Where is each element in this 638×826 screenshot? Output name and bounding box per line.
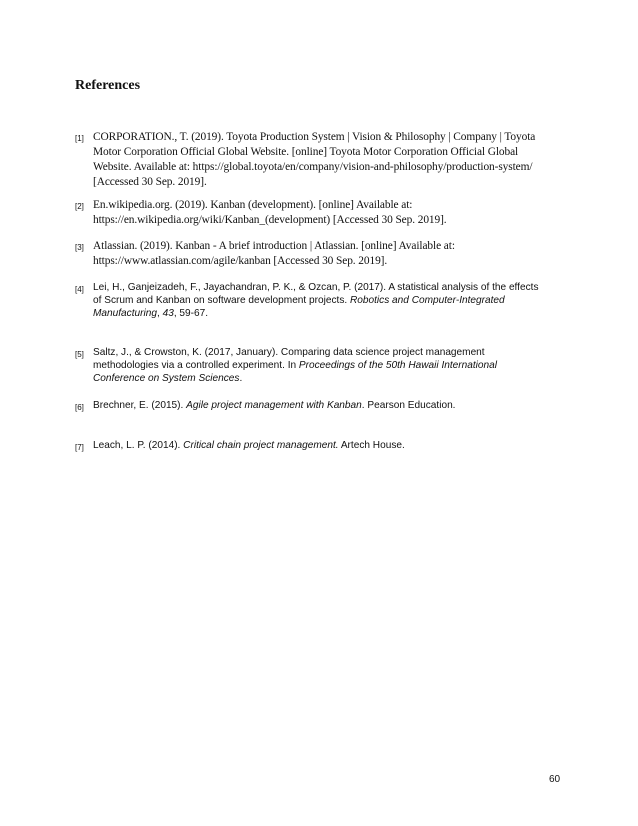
- reference-line: En.wikipedia.org. (2019). Kanban (development). [online] Available at:: [93, 199, 413, 211]
- journal-title: Manufacturing: [93, 308, 157, 319]
- reference-number: [6]: [75, 403, 84, 412]
- reference-line: Website. Available at: https://global.toyota/en/company/vision-and-philosophy/production-system/: [93, 161, 533, 173]
- book-title: Agile project management with Kanban: [186, 400, 362, 411]
- reference-number: [3]: [75, 243, 84, 252]
- proceedings-title: Proceedings of the 50th Hawaii International: [298, 360, 497, 371]
- reference-line: Saltz, J., & Crowston, K. (2017, January). Comparing data science project management: [93, 347, 485, 358]
- reference-text: [93, 281, 571, 320]
- journal-volume: 43: [162, 308, 174, 319]
- reference-number: [4]: [75, 285, 84, 294]
- page-number: 60: [549, 774, 561, 785]
- reference-text: [93, 346, 571, 385]
- book-title: Critical chain project management.: [183, 440, 339, 451]
- reference-line: Atlassian. (2019). Kanban - A brief introduction | Atlassian. [online] Available at:: [93, 240, 455, 252]
- reference-line: Lei, H., Ganjeizadeh, F., Jayachandran, P. K., & Ozcan, P. (2017). A statistical analysis of the effects: [93, 282, 539, 293]
- reference-text: [93, 399, 571, 412]
- reference-line: Leach, L. P. (2014). Critical chain project management. Artech House.: [93, 440, 405, 451]
- reference-number: [1]: [75, 134, 84, 143]
- reference-line: [Accessed 30 Sep. 2019].: [93, 176, 207, 188]
- reference-number: [5]: [75, 350, 84, 359]
- reference-text: [93, 130, 571, 190]
- reference-line: https://en.wikipedia.org/wiki/Kanban_(development) [Accessed 30 Sep. 2019].: [93, 214, 447, 226]
- journal-title: Robotics and Computer-Integrated: [349, 295, 505, 306]
- references-heading: References: [75, 78, 141, 93]
- reference-line: of Scrum and Kanban on software development projects. Robotics and Computer-Integrated: [93, 295, 505, 306]
- reference-line: Brechner, E. (2015). Agile project management with Kanban. Pearson Education.: [93, 400, 456, 411]
- reference-line: Motor Corporation Official Global Website. [online] Toyota Motor Corporation Official Global: [93, 146, 519, 158]
- proceedings-title: Conference on System Sciences: [93, 373, 240, 384]
- reference-number: [7]: [75, 443, 84, 452]
- reference-line: Manufacturing, 43, 59-67.: [93, 308, 209, 319]
- reference-text: [93, 198, 571, 228]
- reference-number: [2]: [75, 202, 84, 211]
- reference-line: Conference on System Sciences.: [93, 373, 243, 384]
- reference-line: https://www.atlassian.com/agile/kanban [Accessed 30 Sep. 2019].: [93, 255, 388, 267]
- reference-line: methodologies via a controlled experiment. In Proceedings of the 50th Hawaii International: [93, 360, 497, 371]
- reference-text: [93, 239, 571, 269]
- reference-line: CORPORATION., T. (2019). Toyota Production System | Vision & Philosophy | Company | Toyota: [93, 131, 536, 143]
- reference-text: [93, 439, 571, 452]
